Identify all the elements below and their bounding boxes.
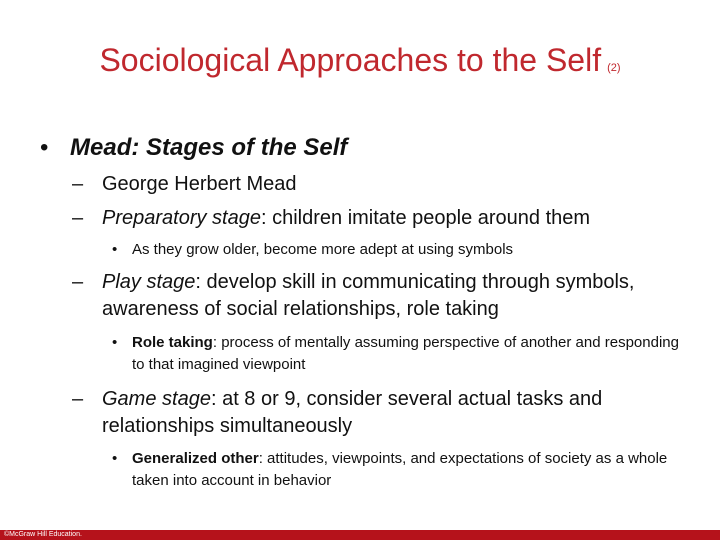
sub-item-text (112, 332, 682, 376)
copyright-text: ©McGraw Hill Education. (4, 531, 82, 538)
item-text: : at 8 or 9, consider several actual tasks and relationships simultaneously (102, 388, 603, 437)
item-text: : develop skill in communicating through symbols, awareness of social relationships, role taking (102, 271, 635, 320)
dash-icon: – (72, 271, 84, 293)
list-item-play (72, 269, 702, 323)
bullet-icon: • (112, 450, 118, 467)
term-preparatory: Preparatory stage (102, 207, 261, 229)
heading-item (40, 133, 347, 163)
item-text: : attitudes, viewpoints, and expectations of society as a whole taken into account in behavior (132, 450, 668, 489)
term-generalized-other: Generalized other (132, 450, 259, 467)
bullet-icon: • (112, 241, 118, 258)
dash-icon: – (72, 388, 84, 410)
item-text: : children imitate people around them (260, 207, 591, 229)
list-item-preparatory (72, 205, 702, 232)
term-role-taking: Role taking (132, 334, 213, 351)
bullet-icon: • (40, 134, 49, 161)
term-game: Game stage (102, 388, 211, 410)
list-item-text (72, 171, 702, 198)
heading-text: Mead: Stages of the Self (70, 134, 348, 161)
item-text: George Herbert Mead (102, 173, 297, 195)
dash-icon: – (72, 173, 84, 195)
slide-title-number: (2) (607, 62, 621, 74)
list-item-mead (72, 171, 702, 198)
term-play: Play stage (102, 271, 196, 293)
list-item-game (72, 386, 702, 440)
dash-icon: – (72, 207, 84, 229)
slide-title (0, 40, 720, 88)
sub-item-text: As they grow older, become more adept at using symbols (132, 241, 514, 258)
slide-title-text: Sociological Approaches to the Self (99, 42, 602, 78)
sub-item-text (112, 448, 682, 492)
list-item-text (72, 386, 702, 440)
list-item-text (72, 205, 702, 232)
sub-item-role-taking (112, 332, 682, 376)
list-item-text (72, 269, 702, 323)
bullet-icon: • (112, 334, 118, 351)
sub-item-generalized-other (112, 448, 682, 492)
item-text: : process of mentally assuming perspective of another and responding to that imagined viewpoint (132, 334, 679, 373)
sub-item-preparatory (112, 239, 682, 261)
footer-bar (0, 530, 720, 540)
